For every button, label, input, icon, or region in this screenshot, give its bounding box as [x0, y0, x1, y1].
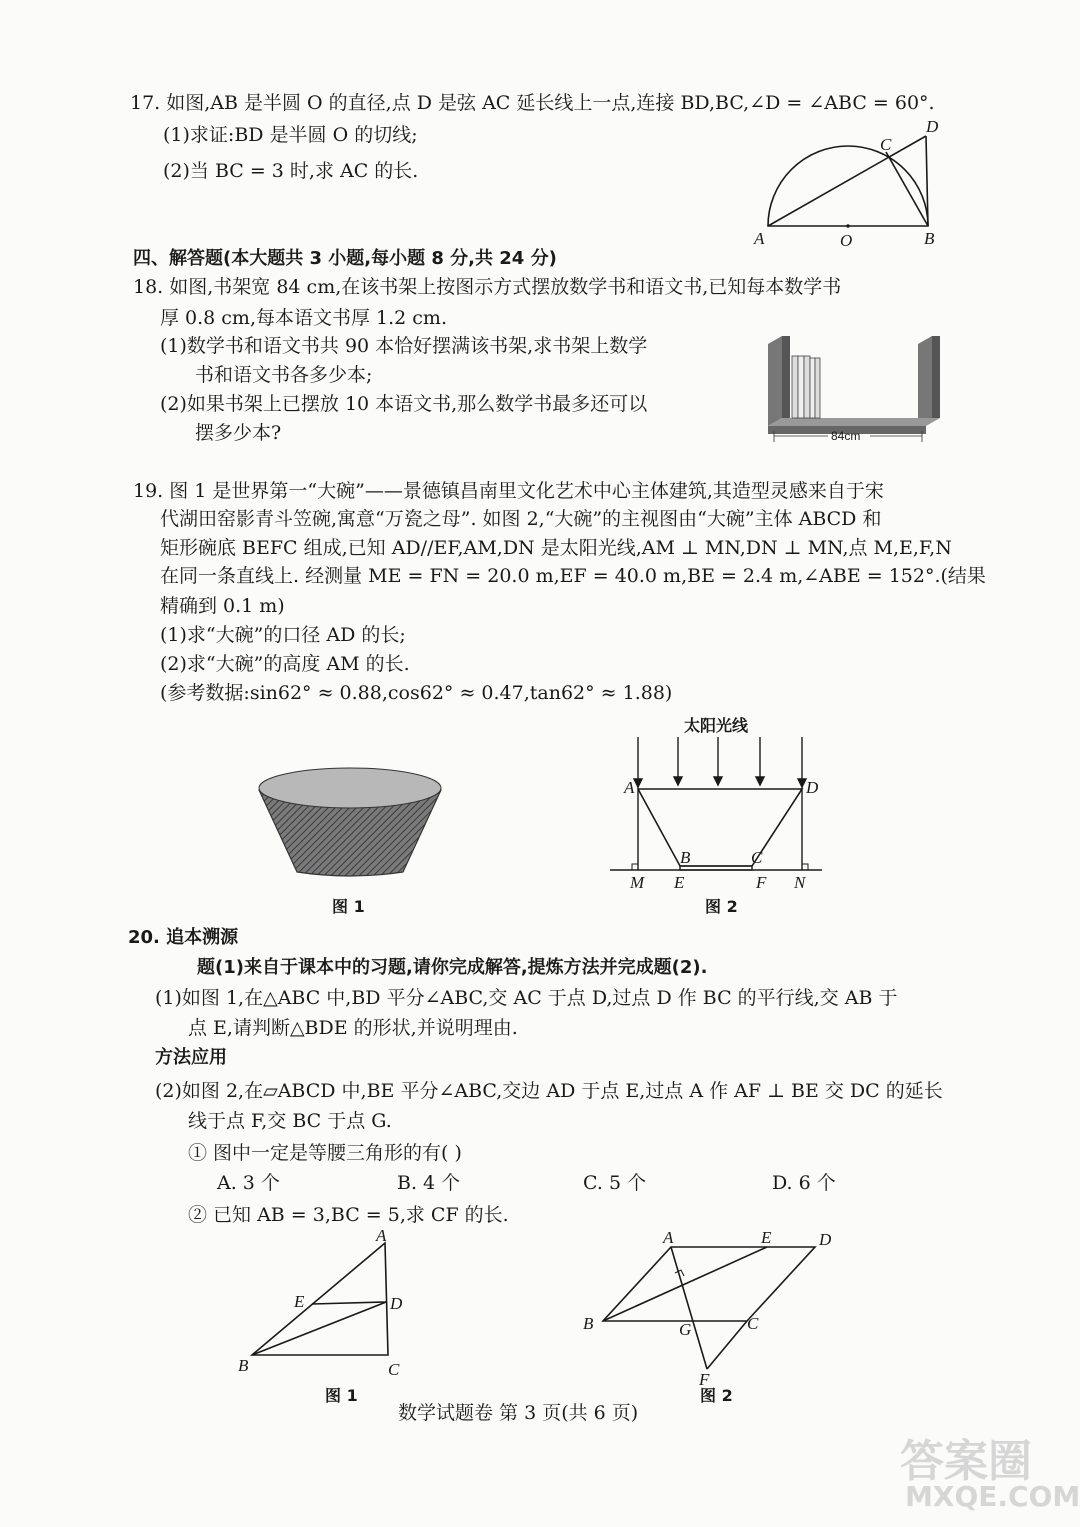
q20-sub2: ② 已知 AB = 3,BC = 5,求 CF 的长.	[188, 1204, 509, 1226]
q20-fig2-label-e: E	[761, 1228, 772, 1247]
q20-part2-line1: (2)如图 2,在▱ABCD 中,BE 平分∠ABC,交边 AD 于点 E,过点 A 作 AF ⊥ BE 交 DC 的延长	[155, 1080, 943, 1102]
q20-option-d: D. 6 个	[772, 1172, 836, 1194]
q17-part2: (2)当 BC = 3 时,求 AC 的长.	[163, 160, 419, 182]
q20-method-heading: 方法应用	[155, 1047, 227, 1068]
q17-label-c: C	[880, 135, 892, 154]
q20-option-b: B. 4 个	[397, 1172, 461, 1194]
q20-part1-line2: 点 E,请判断△BDE 的形状,并说明理由.	[188, 1017, 518, 1039]
q20-fig2-label-d: D	[819, 1230, 832, 1249]
q19-fig2-caption: 图 2	[705, 897, 738, 916]
q20-fig1-label-a: A	[376, 1226, 387, 1245]
q19-label-d: D	[806, 778, 819, 797]
q20-fig1-caption: 图 1	[325, 1386, 358, 1405]
q20-fig2-caption: 图 2	[700, 1386, 733, 1405]
q19-label-a: A	[624, 778, 635, 797]
q20-fig2-label-g: G	[679, 1320, 692, 1339]
q20-fig1-label-d: D	[390, 1294, 403, 1313]
q19-bowl-photo	[255, 760, 445, 880]
q20-parallelogram-figure	[575, 1225, 845, 1389]
q19-label-n: N	[794, 873, 806, 892]
q20-sub1: ① 图中一定是等腰三角形的有( )	[188, 1142, 462, 1164]
q20-fig2-label-b: B	[583, 1314, 594, 1333]
q18-line5: (2)如果书架上已摆放 10 本语文书,那么数学书最多还可以	[160, 393, 648, 415]
q19-label-m: M	[630, 873, 645, 892]
q17-label-b: B	[924, 229, 935, 248]
q20-fig2-label-f: F	[699, 1370, 710, 1389]
q18-line3: (1)数学书和语文书共 90 本恰好摆满该书架,求书架上数学	[160, 335, 648, 357]
q20-intro: 题(1)来自于课本中的习题,请你完成解答,提炼方法并完成题(2).	[197, 957, 708, 978]
q20-fig2-label-a: A	[663, 1228, 674, 1247]
q20-fig1-label-c: C	[388, 1360, 400, 1379]
q18-line4: 书和语文书各多少本;	[195, 364, 373, 386]
q19-line5: 精确到 0.1 m)	[160, 595, 285, 617]
q19-label-f: F	[756, 873, 767, 892]
q19-sun-label: 太阳光线	[684, 716, 749, 735]
q19-label-e: E	[674, 873, 685, 892]
q17-label-a: A	[754, 229, 765, 248]
q19-part1: (1)求“大碗”的口径 AD 的长;	[160, 624, 406, 646]
q18-line1: 18. 如图,书架宽 84 cm,在该书架上按图示方式摆放数学书和语文书,已知每本数学书	[133, 276, 842, 298]
q20-option-a: A. 3 个	[217, 1172, 280, 1194]
q19-reference-data: (参考数据:sin62° ≈ 0.88,cos62° ≈ 0.47,tan62° ≈ 1.88)	[160, 682, 673, 704]
section-heading: 四、解答题(本大题共 3 小题,每小题 8 分,共 24 分)	[133, 248, 557, 269]
q18-width-label: 84cm	[831, 429, 861, 443]
q20-fig1-label-b: B	[238, 1356, 249, 1375]
q20-fig1-label-e: E	[294, 1292, 305, 1311]
q19-bowl-diagram	[600, 735, 830, 895]
q17-semicircle-figure	[740, 117, 960, 250]
q19-label-b: B	[680, 848, 691, 867]
q19-line1: 19. 图 1 是世界第一“大碗”——景德镇昌南里文化艺术中心主体建筑,其造型灵感来自于宋	[133, 480, 884, 502]
q20-part2-line2: 线于点 F,交 BC 于点 G.	[188, 1110, 392, 1132]
q18-bookshelf-figure	[760, 330, 950, 445]
q18-line6: 摆多少本?	[195, 422, 282, 444]
q19-line2: 代湖田窑影青斗笠碗,寓意“万瓷之母”. 如图 2,“大碗”的主视图由“大碗”主体 ABCD 和	[160, 508, 882, 530]
page-footer: 数学试题卷 第 3 页(共 6 页)	[398, 1402, 639, 1424]
watermark-url: MXQE.COM	[905, 1480, 1080, 1513]
q17-label-o: O	[840, 231, 853, 250]
q20-triangle-figure	[230, 1225, 430, 1385]
q17-label-d: D	[926, 117, 939, 136]
q20-fig2-label-c: C	[747, 1314, 759, 1333]
q17-stem: 17. 如图,AB 是半圆 O 的直径,点 D 是弦 AC 延长线上一点,连接 BD,BC,∠D = ∠ABC = 60°.	[130, 92, 935, 114]
watermark-logo: 答案圈	[900, 1436, 1032, 1487]
q19-line3: 矩形碗底 BEFC 组成,已知 AD//EF,AM,DN 是太阳光线,AM ⊥ MN,DN ⊥ MN,点 M,E,F,N	[160, 537, 952, 559]
q18-line2: 厚 0.8 cm,每本语文书厚 1.2 cm.	[160, 307, 447, 329]
q17-part1: (1)求证:BD 是半圆 O 的切线;	[163, 124, 418, 146]
q19-label-c: C	[751, 848, 763, 867]
q20-title: 20. 追本溯源	[128, 927, 239, 948]
q19-part2: (2)求“大碗”的高度 AM 的长.	[160, 653, 410, 675]
q19-line4: 在同一条直线上. 经测量 ME = FN = 20.0 m,EF = 40.0 m,BE = 2.4 m,∠ABE = 152°.(结果	[160, 565, 986, 587]
q20-option-c: C. 5 个	[583, 1172, 647, 1194]
q20-part1-line1: (1)如图 1,在△ABC 中,BD 平分∠ABC,交 AC 于点 D,过点 D 作 BC 的平行线,交 AB 于	[155, 987, 898, 1009]
q19-fig1-caption: 图 1	[332, 897, 365, 916]
